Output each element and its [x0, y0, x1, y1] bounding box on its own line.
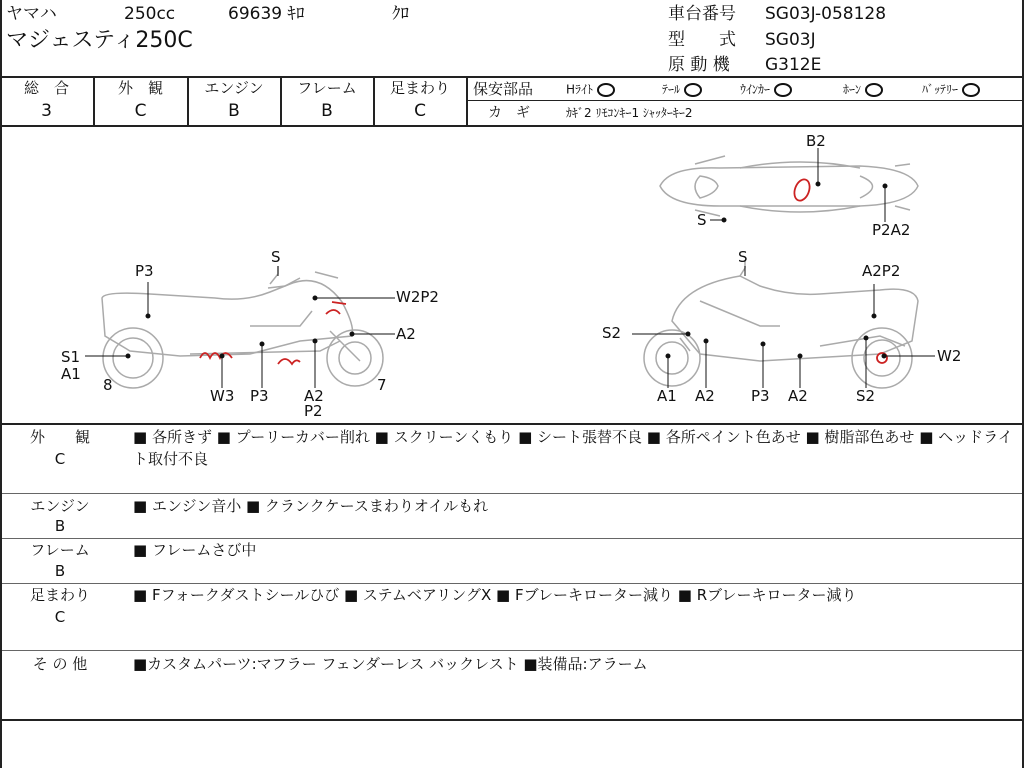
grade-header-engine: エンジン: [204, 79, 264, 97]
diagram-label: A2: [788, 387, 808, 405]
maker-name: ヤマハ: [6, 4, 57, 24]
section-exterior-text: ■ 各所きず ■ プーリーカバー削れ ■ スクリーンくもり ■ シート張替不良 ■ 各所ペイント色あせ ■ 樹脂部色あせ ■ ヘッドライト取付不良: [133, 428, 1013, 468]
grade-value-engine: B: [228, 101, 240, 121]
safety-item-horn: ﾎｰﾝ: [843, 83, 883, 97]
diagram-label: W2P2: [396, 288, 439, 306]
diagram-label: A2P2: [862, 262, 901, 280]
ok-mark-icon: [962, 83, 980, 97]
section-suspension-label: 足まわり: [29, 586, 90, 604]
mileage: 69639 ｷﾛ: [228, 4, 305, 24]
type-label: 型 式: [668, 30, 736, 50]
safety-parts-label: 保安部品: [473, 80, 534, 98]
section-exterior-grade: C: [54, 450, 66, 468]
key-value: ｶｷﾞ2 ﾘﾓｺﾝｷｰ1 ｼｬｯﾀｰｷｰ2: [566, 106, 693, 120]
border: [0, 0, 2, 768]
diagram-label: B2: [806, 132, 826, 150]
grade-header-suspension: 足まわり: [389, 79, 450, 97]
ok-mark-icon: [865, 83, 883, 97]
diagram-label: P2A2: [872, 221, 911, 239]
divider: [466, 76, 468, 126]
scooter-right-view: [644, 261, 918, 388]
diagram-label: S2: [602, 324, 622, 342]
engine-model-value: G312E: [765, 55, 822, 75]
diagram-label: S: [271, 248, 281, 266]
section-frame-text: ■ フレームさび中: [133, 541, 257, 559]
ok-mark-icon: [597, 83, 615, 97]
diagram-label: 7: [377, 376, 387, 394]
grade-value-suspension: C: [414, 101, 426, 121]
divider: [0, 493, 1024, 494]
section-other-text: ■カスタムパーツ:マフラー フェンダーレス バックレスト ■装備品:アラーム: [133, 655, 648, 673]
grade-value-exterior: C: [134, 101, 147, 121]
safety-item-headlight: Hﾗｲﾄ: [566, 83, 615, 97]
diagram-label: A1: [61, 365, 81, 383]
diagram-label: A2: [304, 387, 324, 405]
section-engine-text: ■ エンジン音小 ■ クランクケースまわりオイルもれ: [133, 497, 489, 515]
key-label: カ ギ: [488, 105, 530, 121]
grade-header-overall: 総 合: [23, 79, 69, 97]
diagram-label: P2: [304, 402, 323, 420]
scooter-top-view: [660, 156, 918, 216]
scooter-left-view: [102, 262, 383, 388]
section-suspension-grade: C: [54, 608, 66, 626]
frame-number-value: SG03J-058128: [765, 4, 887, 24]
diagram-label: S: [738, 248, 748, 266]
section-suspension-text: ■ Fフォークダストシールひび ■ ステムベアリングX ■ Fブレーキローター減り ■ Rブレーキローター減り: [133, 586, 857, 604]
frame-number-label: 車台番号: [668, 4, 736, 24]
ok-mark-icon: [774, 83, 792, 97]
diagram-label: A2: [396, 325, 416, 343]
engine-model-label: 原 動 機: [668, 55, 730, 75]
diagram-label: A2: [695, 387, 715, 405]
section-other-label: そ の 他: [32, 655, 88, 673]
diagram-label: P3: [751, 387, 770, 405]
section-engine-label: エンジン: [30, 497, 90, 515]
divider: [0, 719, 1024, 721]
ok-mark-icon: [684, 83, 702, 97]
diagram-label: S1: [61, 348, 81, 366]
diagram-label: S: [697, 211, 707, 229]
section-engine-grade: B: [54, 517, 66, 535]
type-value: SG03J: [765, 30, 816, 50]
grade-value-overall: 3: [41, 101, 52, 121]
diagram-label: P3: [135, 262, 154, 280]
divider: [467, 100, 1024, 101]
diagram-label: W2: [937, 347, 962, 365]
diagram-label: A1: [657, 387, 677, 405]
divider: [0, 76, 1024, 78]
displacement: 250cc: [124, 4, 176, 24]
divider: [0, 650, 1024, 651]
safety-item-taillight: ﾃｰﾙ: [662, 83, 702, 97]
diagram-label: S2: [856, 387, 876, 405]
model-name: マジェスティ250C: [6, 28, 193, 53]
divider: [0, 423, 1024, 425]
diagram-label: 8: [103, 376, 113, 394]
grade-header-exterior: 外 観: [117, 79, 163, 97]
grade-header-frame: フレーム: [297, 79, 357, 97]
section-frame-label: フレーム: [30, 541, 90, 559]
safety-item-battery: ﾊﾞｯﾃﾘｰ: [922, 83, 980, 97]
section-frame-grade: B: [54, 562, 66, 580]
body-color: ｸﾛ: [392, 4, 409, 24]
diagram-label: W3: [210, 387, 235, 405]
safety-item-winker: ｳｲﾝｶｰ: [740, 83, 792, 97]
diagram-label: P3: [250, 387, 269, 405]
section-exterior-label: 外 観: [29, 428, 90, 446]
grade-value-frame: B: [321, 101, 333, 121]
